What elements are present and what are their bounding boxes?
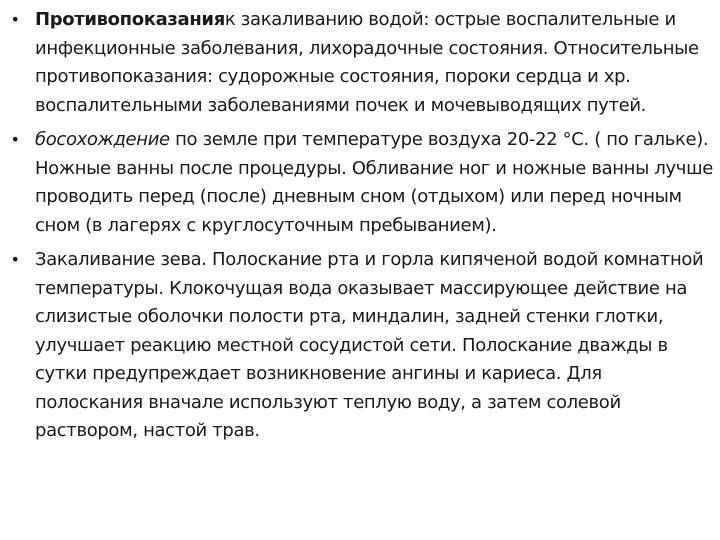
bullet-point: • (10, 10, 20, 29)
bullet-point: • (10, 250, 20, 269)
list-item-barefoot-walking (8, 126, 714, 240)
barefoot-walking-text: по земле при температуре воздуха 20-22 °С. ( по гальке). Ножные ванны после процедуры. Обливание ног и ножные ванны лучше проводить перед (после) дневным сном (отдыхом) или перед ночным сном (в лагерях с круглосуточным пребыванием). (35, 129, 713, 236)
list-item-contraindications (8, 6, 714, 120)
list-item-throat-hardening (8, 246, 714, 446)
contraindications-text: к закаливанию водой: острые воспалительные и инфекционные заболевания, лихорадочные состояния. Относительные противопоказания: судорожные состояния, пороки сердца и хр. воспалительными заболеваниями почек и мочевыводящих путей. (35, 9, 699, 116)
bullet-point: • (10, 130, 20, 149)
throat-hardening-text: Закаливание зева. Полоскание рта и горла кипяченой водой комнатной температуры. Клокочущая вода оказывает массирующее действие на слизистые оболочки полости рта, миндалин, задней стенки глотки, улучшает реакцию местной сосудистой сети. Полоскание дважды в сутки предупреждает возникновение ангины и кариеса. Для полоскания вначале используют теплую воду, а затем солевой раствором, настой трав. (35, 249, 704, 441)
bullet-list (8, 6, 714, 452)
barefoot-walking-term: босохождение (35, 129, 170, 150)
contraindications-heading: Противопоказания (35, 9, 225, 30)
